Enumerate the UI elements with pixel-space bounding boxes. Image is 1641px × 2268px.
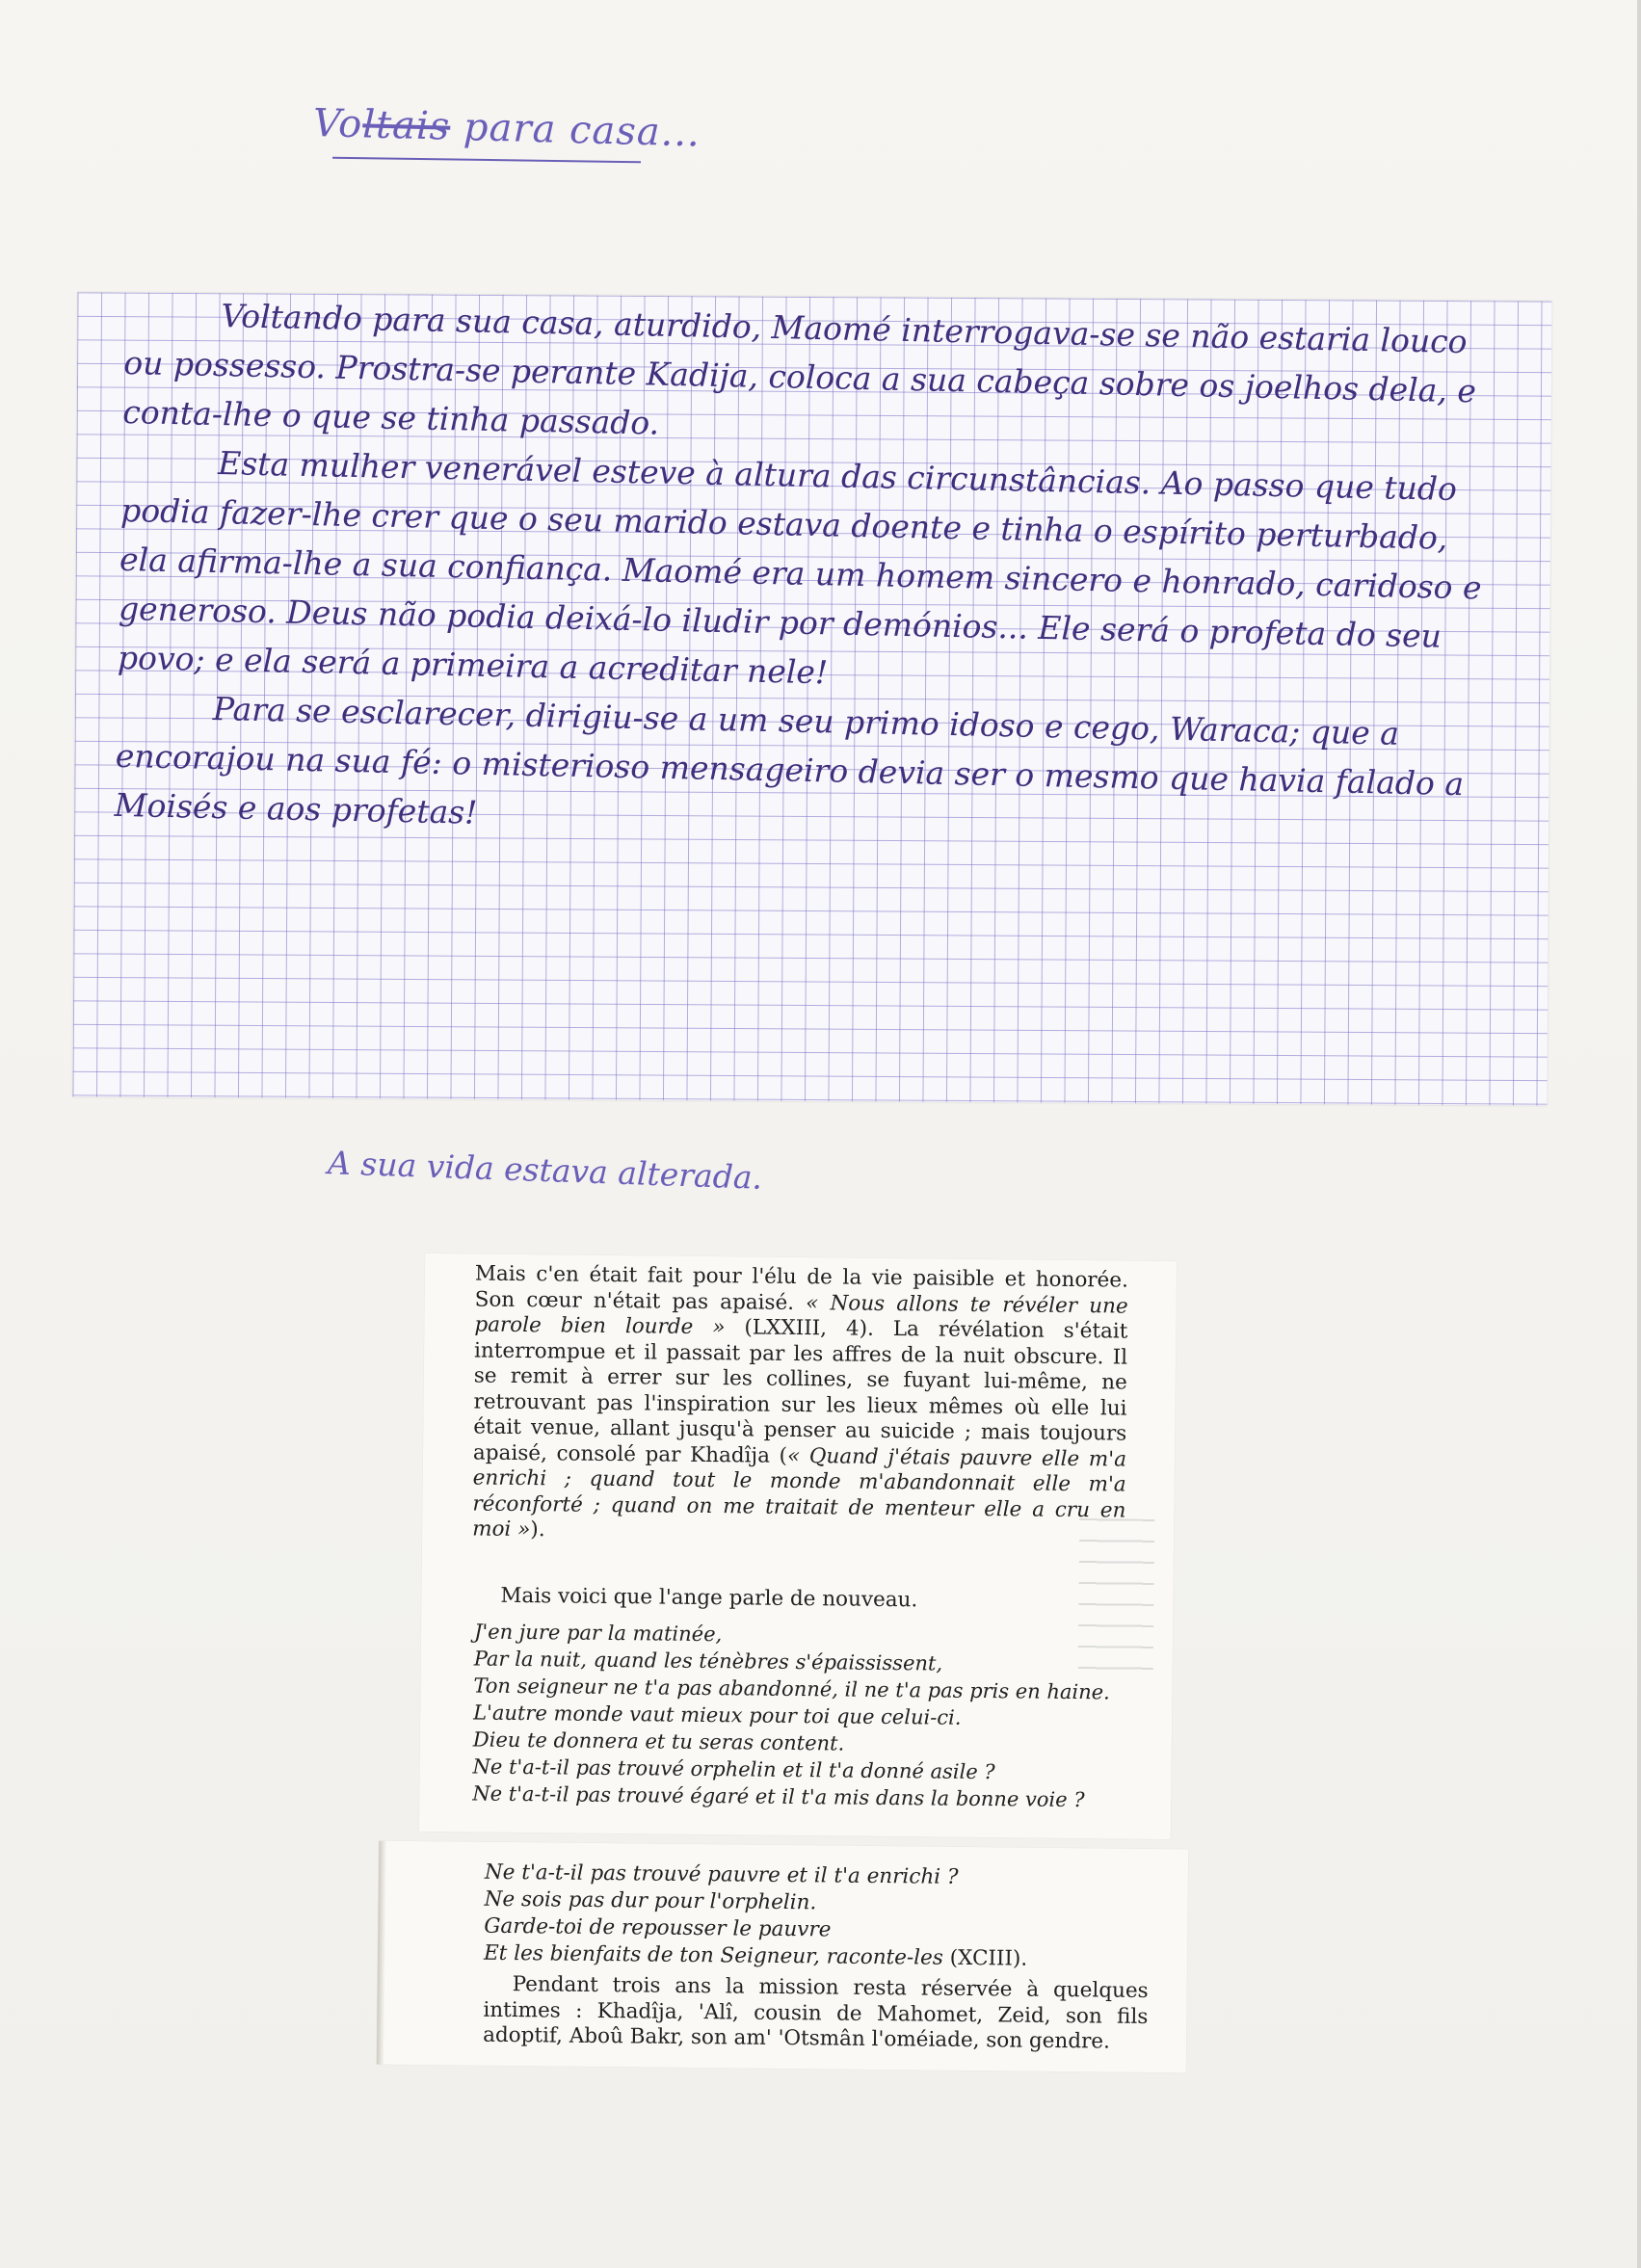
- verse-line: Par la nuit, quand les ténèbres s'épaississent,: [473, 1647, 943, 1675]
- clipping-1-paragraph-1: [472, 1261, 1128, 1549]
- verse-line: Ne t'a-t-il pas trouvé orphelin et il t'a donné asile ?: [472, 1754, 995, 1784]
- handwritten-note: A sua vida estava alterada.: [327, 1144, 763, 1197]
- verse-line: Ne t'a-t-il pas trouvé égaré et il t'a mis dans la bonne voie ?: [472, 1781, 1085, 1812]
- verse-text: Et les bienfaits de ton Seigneur, raconte-les: [483, 1940, 944, 1970]
- clipping-2-verses: [484, 1859, 1028, 1973]
- para-text: ).: [530, 1517, 545, 1543]
- para-quote: « Nous allons te révéler une parole bien lourde »: [474, 1290, 1128, 1340]
- printed-clipping-1: [419, 1253, 1177, 1839]
- title-struck-word: ltais: [361, 102, 451, 149]
- title-rest: para casa...: [463, 105, 701, 156]
- verse-line: Ne sois pas dur pour l'orphelin.: [484, 1886, 817, 1915]
- title-prefix: Vo: [312, 101, 363, 147]
- verse-line: Garde-toi de repousser le pauvre: [484, 1913, 832, 1942]
- verse-line: Dieu te donnera et tu seras content.: [472, 1727, 845, 1755]
- verse-line: [484, 1940, 1027, 1973]
- clipping-2-paragraph: Pendant trois ans la mission resta réservée à quelques intimes : Khadîja, 'Alî, cousin de Mahomet, Zeid, son fils adoptif, Aboû Bakr, son am' 'Otsmân l'oméiade, son gendre.: [483, 1972, 1149, 2054]
- verse-line: Ne t'a-t-il pas trouvé pauvre et il t'a enrichi ?: [484, 1859, 959, 1889]
- handwritten-paragraph-3: Para se esclarecer, dirigiu-se a um seu primo idoso e cego, Waraca; que a encorajou na sua fé: o misterioso mensageiro devia ser o mesmo que havia falado a Moisés e aos profetas!: [114, 690, 1465, 831]
- para-quote: « Quand j'étais pauvre elle m'a enrichi ; quand tout le monde m'abandonnait elle m'a réconforté ; quand on me traitait de menteur elle a cru en moi »: [472, 1443, 1127, 1543]
- verse-reference: (XCIII).: [949, 1945, 1028, 1971]
- verse-line: L'autre monde vaut mieux pour toi que celui-ci.: [473, 1701, 962, 1729]
- clipping-1-paragraph-2: Mais voici que l'ange parle de nouveau.: [500, 1583, 918, 1613]
- handwritten-text: [114, 289, 1493, 858]
- handwritten-paragraph-2: Esta mulher venerável esteve à altura das circunstâncias. Ao passo que tudo podia fazer-lhe crer que o seu marido estava doente e tinha o espírito perturbado, ela afirma-lhe a sua confiança. Maomé era um homem sincero e honrado, caridoso e generoso. Deus não podia deixá-lo iludir por demónios... Ele será o profeta do seu povo; e ela será a primeira a acreditar nele!: [117, 444, 1482, 692]
- handwritten-paragraph-1: Voltando para sua casa, aturdido, Maomé interrogava-se se não estaria louco ou possesso. Prostra-se perante Kadija, coloca a sua cabeça sobre os joelhos dela, e conta-lhe o que se tinha passado.: [121, 297, 1477, 442]
- clipping-1-verses: [472, 1618, 1149, 1813]
- para-text: (LXXIII, 4). La révélation s'était interrompue et il passait par les affres de la nuit obscure. Il se remit à errer sur les collines, se fuyant lui-même, ne retrouvant pas l'inspiration sur les lieux mêmes où elle lui était venue, allant jusqu'à penser au suicide ; mais toujours apaisé, consolé par Khadîja (: [472, 1315, 1128, 1468]
- para-text: Mais c'en était fait pour l'élu de la vie paisible et honorée. Son cœur n'était pas apaisé.: [474, 1261, 1129, 1315]
- verse-line: Ton seigneur ne t'a pas abandonné, il ne t'a pas pris en haine.: [473, 1674, 1110, 1704]
- page-edge: [1637, 0, 1641, 2268]
- printed-clipping-2: [377, 1841, 1188, 2073]
- verse-line: J'en jure par la matinée,: [473, 1620, 723, 1647]
